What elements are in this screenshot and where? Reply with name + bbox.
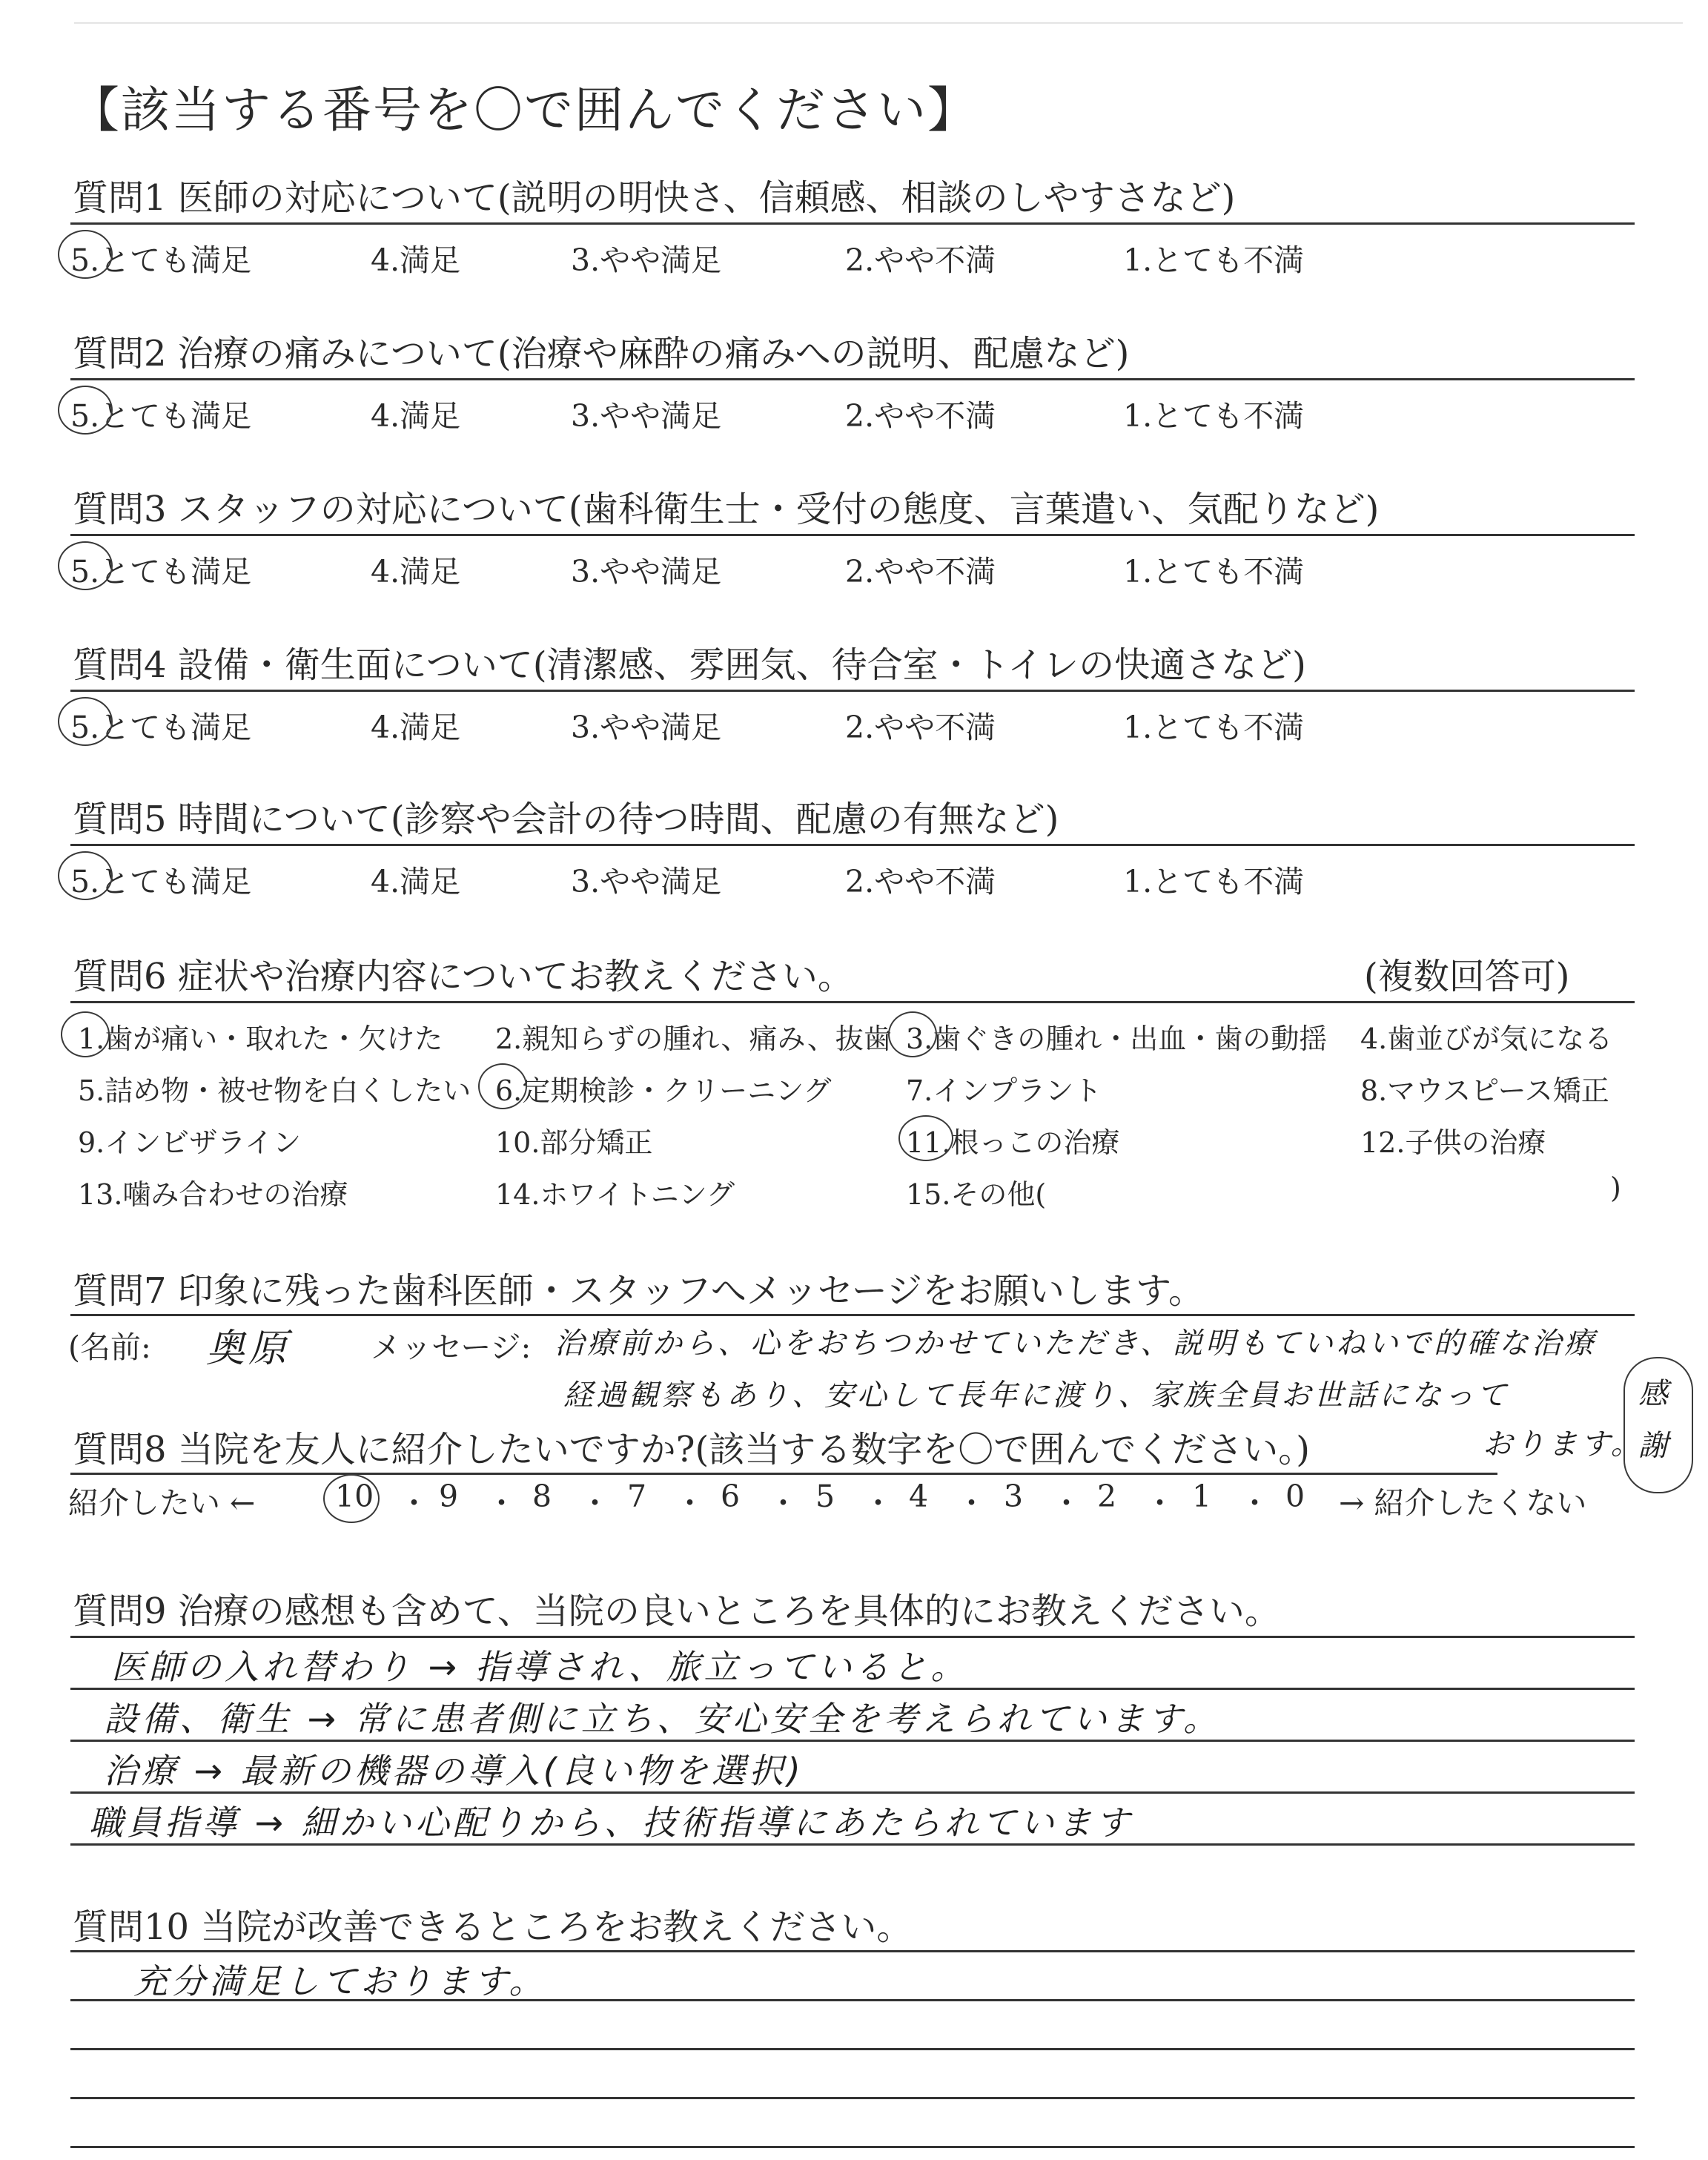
- q9-answer-line-4[interactable]: 職員指導 → 細かい心配りから、技術指導にあたられています: [89, 1803, 1133, 1843]
- q6-option-15[interactable]: 15.その他(: [906, 1178, 1047, 1211]
- q8-dot: ・: [768, 1485, 798, 1521]
- q10-answer-line-1[interactable]: 充分満足しております。: [133, 1961, 547, 2001]
- question-5-title: 質問5 時間について(診察や会計の待つ時間、配慮の有無など): [73, 799, 1059, 840]
- q4-option-2[interactable]: 2.やや不満: [845, 710, 996, 745]
- q8-scale-2[interactable]: 2: [1097, 1479, 1117, 1514]
- q3-option-2[interactable]: 2.やや不満: [845, 554, 996, 589]
- question-6-note: (複数回答可): [1364, 956, 1570, 997]
- q7-message-label: メッセージ:: [371, 1330, 532, 1365]
- q5-selection-circle: [58, 851, 113, 900]
- q7-name-label: (名前:: [68, 1330, 151, 1365]
- q8-dot: ・: [956, 1485, 987, 1521]
- question-2-rule: [70, 378, 1635, 380]
- q8-scale-3[interactable]: 3: [1004, 1479, 1024, 1514]
- q4-option-4[interactable]: 4.満足: [371, 710, 461, 745]
- q1-selection-circle: [58, 230, 113, 279]
- q3-option-4[interactable]: 4.満足: [371, 554, 461, 589]
- q6-option-6[interactable]: 6.定期検診・クリーニング: [495, 1074, 832, 1107]
- q9-rule-0: [70, 1636, 1635, 1638]
- q5-option-1[interactable]: 1.とても不満: [1123, 864, 1305, 899]
- q1-option-4[interactable]: 4.満足: [371, 242, 461, 278]
- q6-option-1[interactable]: 1.歯が痛い・取れた・欠けた: [78, 1023, 443, 1055]
- q8-selection-circle: [323, 1474, 380, 1523]
- q4-option-5[interactable]: 5.とても満足: [70, 710, 252, 745]
- q8-left-label: 紹介したい ←: [68, 1485, 256, 1521]
- q7-message-line-2[interactable]: 経過観察もあり、安心して長年に渡り、家族全員お世話になって: [563, 1378, 1509, 1413]
- q6-option-8[interactable]: 8.マウスピース矯正: [1360, 1074, 1609, 1107]
- q8-scale-4[interactable]: 4: [909, 1479, 929, 1514]
- q8-dot: ・: [863, 1485, 893, 1521]
- q6-option-4[interactable]: 4.歯並びが気になる: [1360, 1023, 1613, 1055]
- q10-rule-3: [70, 2097, 1635, 2099]
- q6-option-14[interactable]: 14.ホワイトニング: [495, 1178, 735, 1211]
- q8-scale-9[interactable]: 9: [439, 1479, 459, 1514]
- q8-dot: ・: [1145, 1485, 1175, 1521]
- q3-selection-circle: [58, 541, 113, 590]
- q8-right-label: → 紹介したくない: [1339, 1485, 1587, 1521]
- question-5-rule: [70, 844, 1635, 846]
- q6-circle-11: [898, 1115, 953, 1161]
- q6-option-5[interactable]: 5.詰め物・被せ物を白くしたい: [78, 1074, 471, 1107]
- q3-option-1[interactable]: 1.とても不満: [1123, 554, 1305, 589]
- q5-option-4[interactable]: 4.満足: [371, 864, 461, 899]
- question-2-title: 質問2 治療の痛みについて(治療や麻酔の痛みへの説明、配慮など): [73, 333, 1130, 374]
- question-7-rule: [70, 1314, 1635, 1316]
- q6-option-9[interactable]: 9.インビザライン: [78, 1126, 302, 1159]
- q9-rule-1: [70, 1688, 1635, 1690]
- page-heading: 【該当する番号を〇で囲んでください】: [70, 82, 978, 139]
- question-3-title: 質問3 スタッフの対応について(歯科衛生士・受付の態度、言葉遣い、気配りなど): [73, 489, 1380, 530]
- question-4-title: 質問4 設備・衛生面について(清潔感、雰囲気、待合室・トイレの快適さなど): [73, 644, 1306, 686]
- question-10-title: 質問10 当院が改善できるところをお教えください。: [73, 1906, 913, 1948]
- q2-option-5[interactable]: 5.とても満足: [70, 398, 252, 434]
- q2-option-2[interactable]: 2.やや不満: [845, 398, 996, 434]
- q9-answer-line-2[interactable]: 設備、衛生 → 常に患者側に立ち、安心安全を考えられています。: [104, 1699, 1222, 1739]
- q2-selection-circle: [58, 386, 113, 435]
- q6-option-15-close: ): [1610, 1172, 1621, 1204]
- q6-circle-1: [61, 1011, 110, 1057]
- q6-option-11[interactable]: 11.根っこの治療: [906, 1126, 1120, 1159]
- q10-rule-4: [70, 2146, 1635, 2148]
- q8-dot: ・: [1239, 1485, 1270, 1521]
- question-6-rule: [70, 1001, 1635, 1003]
- q10-rule-1: [70, 1999, 1635, 2001]
- q8-dot: ・: [399, 1485, 429, 1521]
- q4-selection-circle: [58, 697, 113, 746]
- q8-dot: ・: [1051, 1485, 1082, 1521]
- q6-option-10[interactable]: 10.部分矯正: [495, 1126, 653, 1159]
- q5-option-2[interactable]: 2.やや不満: [845, 864, 996, 899]
- q6-option-3[interactable]: 3.歯ぐきの腫れ・出血・歯の動揺: [906, 1023, 1328, 1055]
- q8-scale-7[interactable]: 7: [627, 1479, 647, 1514]
- q5-option-5[interactable]: 5.とても満足: [70, 864, 252, 899]
- q8-scale-6[interactable]: 6: [721, 1479, 741, 1514]
- q5-option-3[interactable]: 3.やや満足: [571, 864, 722, 899]
- question-1-rule: [70, 222, 1635, 225]
- q7-message-line-1[interactable]: 治療前から、心をおちつかせていただき、説明もていねいで的確な治療: [555, 1327, 1597, 1361]
- q10-rule-2: [70, 2048, 1635, 2050]
- q8-scale-5[interactable]: 5: [815, 1479, 835, 1514]
- question-7-title: 質問7 印象に残った歯科医師・スタッフへメッセージをお願いします。: [73, 1270, 1205, 1312]
- q4-option-1[interactable]: 1.とても不満: [1123, 710, 1305, 745]
- question-9-title: 質問9 治療の感想も含めて、当院の良いところを具体的にお教えください。: [73, 1591, 1280, 1632]
- q8-scale-8[interactable]: 8: [532, 1479, 552, 1514]
- q6-circle-6: [478, 1063, 527, 1109]
- q6-option-2[interactable]: 2.親知らずの腫れ、痛み、抜歯: [495, 1023, 892, 1055]
- q9-rule-2: [70, 1740, 1635, 1742]
- q3-option-5[interactable]: 5.とても満足: [70, 554, 252, 589]
- q8-scale-1[interactable]: 1: [1192, 1479, 1212, 1514]
- q1-option-2[interactable]: 2.やや不満: [845, 242, 996, 278]
- q8-scale-0[interactable]: 0: [1285, 1479, 1305, 1514]
- q9-rule-4: [70, 1843, 1635, 1846]
- q6-option-12[interactable]: 12.子供の治療: [1360, 1126, 1546, 1159]
- q6-option-13[interactable]: 13.噛み合わせの治療: [78, 1178, 348, 1211]
- q8-scale-10[interactable]: 10: [335, 1479, 374, 1514]
- q6-option-7[interactable]: 7.インプラント: [906, 1074, 1102, 1107]
- q2-option-1[interactable]: 1.とても不満: [1123, 398, 1305, 434]
- q1-option-3[interactable]: 3.やや満足: [571, 242, 722, 278]
- q3-option-3[interactable]: 3.やや満足: [571, 554, 722, 589]
- question-8-title: 質問8 当院を友人に紹介したいですか?(該当する数字を〇で囲んでください。): [73, 1429, 1310, 1470]
- q8-dot: ・: [580, 1485, 610, 1521]
- q10-rule-0: [70, 1950, 1635, 1952]
- q9-answer-line-1[interactable]: 医師の入れ替わり → 指導され、旅立っていると。: [111, 1647, 969, 1687]
- q2-option-4[interactable]: 4.満足: [371, 398, 461, 434]
- question-1-title: 質問1 医師の対応について(説明の明快さ、信頼感、相談のしやすさなど): [73, 177, 1236, 219]
- q9-answer-line-3[interactable]: 治療 → 最新の機器の導入(良い物を選択): [104, 1751, 804, 1791]
- question-3-rule: [70, 534, 1635, 536]
- q9-rule-3: [70, 1791, 1635, 1794]
- q2-option-3[interactable]: 3.やや満足: [571, 398, 722, 434]
- q1-option-5[interactable]: 5.とても満足: [70, 242, 252, 278]
- q8-dot: ・: [675, 1485, 705, 1521]
- top-edge: [74, 22, 1683, 24]
- question-8-rule: [70, 1473, 1497, 1475]
- q7-message-stamp: 感謝: [1638, 1377, 1668, 1463]
- q4-option-3[interactable]: 3.やや満足: [571, 710, 722, 745]
- q6-circle-3: [888, 1011, 937, 1057]
- q8-dot: ・: [486, 1485, 517, 1521]
- q7-name-value[interactable]: 奥原: [206, 1327, 291, 1371]
- q1-option-1[interactable]: 1.とても不満: [1123, 242, 1305, 278]
- q7-message-line-3[interactable]: おります。: [1483, 1427, 1644, 1462]
- question-6-title: 質問6 症状や治療内容についてお教えください。: [73, 956, 853, 997]
- question-4-rule: [70, 690, 1635, 692]
